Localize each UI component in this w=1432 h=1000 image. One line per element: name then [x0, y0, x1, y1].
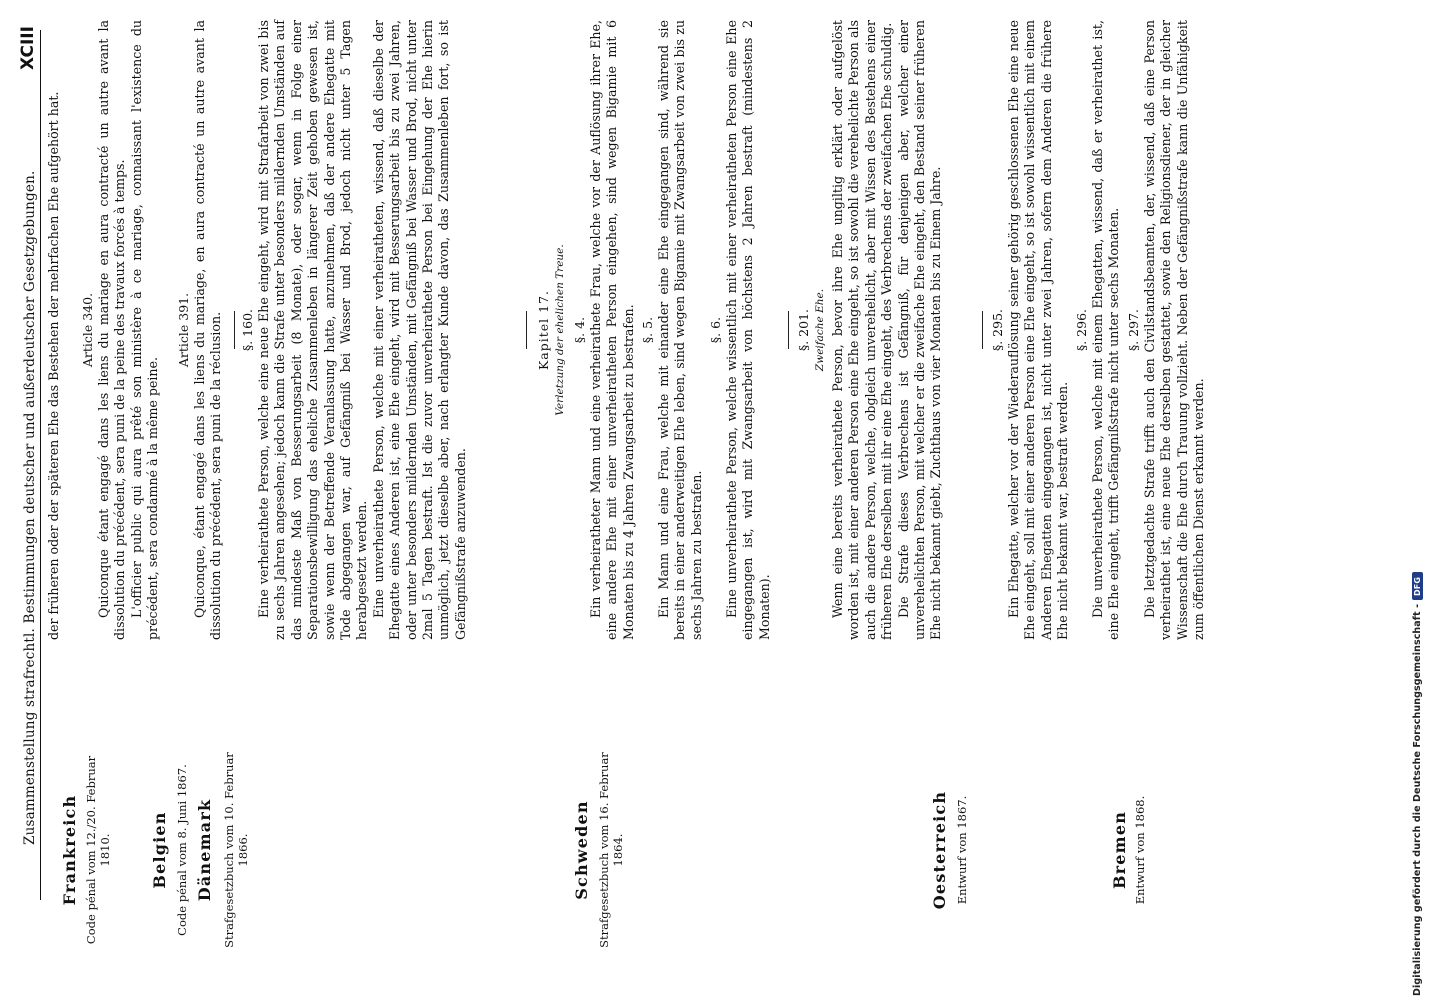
section-6-para: Eine unverheirathete Person, welche wissentlich mit einer verheiratheten Person eine Ehe eingegangen ist, wird mit Zwangsarbeit von höchstens 2 Jahren bestraft (mindestens 2 Monaten). — [724, 20, 772, 640]
article-391-para-1: Quiconque, étant engagé dans les liens du mariage, en aura contracté un autre avant la dissolution du précédent, sera puni de la réclusion. — [192, 20, 224, 640]
intro-paragraph — [46, 20, 62, 640]
section-296-para: Die unverheirathete Person, welche mit einem Ehegatten, wissend, daß er verheirathet ist, eine Ehe eingeht, trifft Gefängnißstrafe nicht unter sechs Monaten. — [1090, 20, 1122, 640]
header-rule — [40, 30, 41, 900]
section-295-para: Ein Ehegatte, welcher vor der Wiederauflösung seiner gehörig geschlossenen Ehe eine neue Ehe eingeht, soll mit einer anderen Person eine Ehe eingeht, so ist sowohl wissentlich mit einem Anderen Ehegatten eingegangen ist, nicht unter zwei Jahren, sofern dem Anderen die frühere Ehe nicht bekannt war, bestraft werden. — [1006, 20, 1071, 640]
article-340-para-1: Quiconque étant engagé dans les liens du mariage en aura contracté un autre avant la dissolution du précédent, sera puni de la peine des travaux forcés à temps. — [96, 20, 128, 640]
code-reference-frankreich: Code pénal vom 12./20. Februar 1810. — [84, 755, 112, 945]
article-391-heading: Article 391. — [176, 292, 191, 368]
country-heading-oesterreich: Oesterreich — [930, 790, 949, 910]
code-reference-belgien: Code pénal vom 8. Juni 1867. — [175, 764, 189, 936]
section-160-heading: §. 160. — [240, 308, 255, 352]
section-295-text — [1006, 20, 1072, 640]
section-296-text — [1090, 20, 1123, 640]
section-6-text — [724, 20, 773, 640]
section-5-heading: §. 5. — [640, 316, 655, 344]
section-6-heading: §. 6. — [708, 316, 723, 344]
separator — [526, 311, 527, 349]
section-160-para-1: Eine verheirathete Person, welche eine neue Ehe eingeht, wird mit Strafarbeit von zwei bis zu sechs Jahren angesehen; jedoch kann die Strafe unter besonders mildernden Umständen auf das mindeste Maß von Besserungsarbeit (8 Monate), oder sogar, wenn in Folge einer Separationsbewilligung das eheliche Zusammenleben in längerer Zeit gehoben gewesen ist, sowie wenn der Betreffende Veranlassung hatte, anzunehmen, daß der andere Ehegatte mit Tode abgegangen war, auf Gefängniß bei Wasser und Brod, jedoch nicht unter 5 Tagen herabgesetzt werden. — [256, 20, 370, 640]
code-reference-oesterreich: Entwurf von 1867. — [955, 795, 969, 905]
code-reference-bremen: Entwurf von 1868. — [1133, 795, 1147, 905]
section-201-para-1: Wenn eine bereits verheirathete Person, bevor ihre Ehe ungiltig erklärt oder aufgelöst worden ist, mit einer anderen Person eine Ehe eingeht, so ist sowohl die verehelichte Person als auch die andere Person, welche, obgleich unverehelicht, aber mit Wissen des Bestehens einer früheren Ehe derselben mit ihr eine Ehe eingeht, des Verbrechens der zweifachen Ehe schuldig. — [830, 20, 895, 640]
section-201-para-2: Die Strafe dieses Verbrechens ist Gefängniß, für denjenigen aber, welcher einer unverehelichten Person, mit welcher er die zweifache Ehe eingeht, den Bestand seiner früheren Ehe nicht bekannt giebt, Zuchthaus von vier Monaten bis zu Einem Jahre. — [895, 20, 944, 640]
code-reference-daenemark: Strafgesetzbuch vom 10. Februar 1866. — [222, 752, 250, 948]
section-5-text — [656, 20, 705, 640]
article-391-text — [192, 20, 225, 640]
chapter-17-subtitle: Verletzung der ehelichen Treue. — [554, 244, 566, 416]
section-201-subtitle: Zweifache Ehe. — [814, 288, 826, 372]
separator — [788, 311, 789, 349]
section-297-para: Die letztgedachte Strafe trifft auch den Civilstandsbeamten, der, wissend, daß eine Person verheirathet ist, eine neue Ehe derselben gestattet, sowie den Religionsdiener, der in gleicher Wissenschaft die Ehe durch Trauung vollzieht. Neben der Gefängnißstrafe kann die Unfähigkeit zum öffentlichen Dienst erkannt werden. — [1142, 20, 1207, 640]
section-160-text — [256, 20, 469, 640]
country-heading-bremen: Bremen — [1110, 810, 1129, 890]
section-201-heading: §. 201. — [796, 308, 811, 352]
country-heading-schweden: Schweden — [572, 800, 591, 900]
article-340-text — [96, 20, 162, 640]
intro-text: der früheren oder der späteren Ehe das Bestehen der mehrfachen Ehe aufgehört hat. — [46, 91, 61, 640]
country-heading-daenemark: Dänemark — [195, 798, 214, 902]
digitization-credit — [1412, 572, 1423, 996]
code-reference-schweden: Strafgesetzbuch vom 16. Februar 1864. — [597, 752, 625, 948]
section-160-para-2: Eine unverheirathete Person, welche mit einer verheiratheten, wissend, daß dieselbe der Ehegatte eines Anderen ist, eine Ehe eingeht, wird mit Besserungsarbeit bis zu zwei Jahren, oder unter besonders mildernden Umständen, mit Gefängniß bei Wasser und Brod, nicht unter 2mal 5 Tagen bestraft. Ist die zuvor unverheirathete Person bei Eingehung der Ehe hierin unmöglich, jetzt dieselbe aber, nach erlangter Kunde davon, das Zusammenleben fort, so ist Gefängnißstrafe anzuwenden. — [370, 20, 468, 640]
chapter-17-heading: Kapitel 17. — [536, 289, 551, 371]
digitization-credit-text: Digitalisierung gefördert durch die Deutsche Forschungsgemeinschaft - — [1412, 603, 1423, 996]
section-4-text — [588, 20, 637, 640]
section-4-heading: §. 4. — [572, 316, 587, 344]
country-heading-belgien: Belgien — [150, 811, 169, 889]
page-number: XCIII — [18, 26, 38, 70]
dfg-logo: DFG — [1412, 572, 1423, 600]
country-heading-frankreich: Frankreich — [60, 794, 79, 906]
section-295-heading: §. 295. — [990, 308, 1005, 352]
section-5-para: Ein Mann und eine Frau, welche mit einander eine Ehe eingegangen sind, während sie bereits in einer anderweitigen Ehe leben, sind wegen Bigamie mit Zwangsarbeit von zwei bis zu sechs Jahren zu bestrafen. — [656, 20, 704, 640]
article-340-para-2: L'officier public qui aura prêté son ministère à ce mariage, connaissant l'existence du précédent, sera condamné à la même peine. — [128, 20, 161, 640]
separator — [234, 311, 235, 349]
article-340-heading: Article 340. — [80, 292, 95, 368]
section-296-heading: §. 296. — [1074, 308, 1089, 352]
section-201-text — [830, 20, 945, 640]
running-header: Zusammenstellung strafrechtl. Bestimmungen deutscher und außerdeutscher Gesetzgebungen. — [22, 170, 38, 845]
section-297-heading: §. 297. — [1126, 308, 1141, 352]
section-297-text — [1142, 20, 1208, 640]
section-4-para: Ein verheiratheter Mann und eine verheirathete Frau, welche vor der Auflösung ihrer Ehe, eine andere Ehe mit einer unverheiratheten Person eingehen, sind wegen Bigamie mit 6 Monaten bis zu 4 Jahren Zwangsarbeit zu bestrafen. — [588, 20, 636, 640]
separator — [982, 311, 983, 349]
